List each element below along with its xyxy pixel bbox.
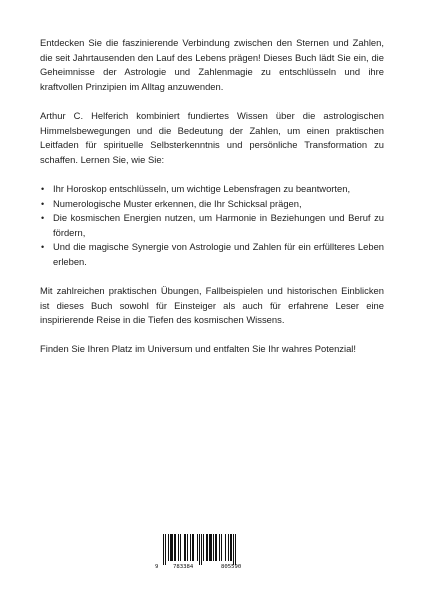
bullet-icon: • [41, 242, 45, 253]
barcode-bar [230, 534, 232, 561]
barcode-bar [178, 534, 179, 561]
barcode-bar [197, 534, 198, 561]
barcode-bar [192, 534, 194, 561]
barcode-bar [219, 534, 220, 561]
barcode-bar [190, 534, 191, 561]
barcode-bar [235, 534, 236, 565]
closing-paragraph: Mit zahlreichen praktischen Übungen, Fallbeispielen und historischen Einblicken ist dieses Buch sowohl für Einsteiger als auch für erfahrene Leser eine inspirierende Reise in die Tiefen des kosmischen Wissens. [40, 285, 384, 326]
bullet-icon: • [41, 198, 45, 209]
isbn-barcode [155, 534, 269, 572]
barcode-bar [199, 534, 200, 565]
list-item: • Ihr Horoskop entschlüsseln, um wichtige Lebensfragen zu beantworten, [40, 182, 384, 197]
barcode-bar [203, 534, 204, 561]
barcode-bar [170, 534, 173, 561]
bullet-icon: • [41, 183, 45, 194]
barcode-bar [180, 534, 181, 561]
barcode-digits-right: 805590 [221, 564, 242, 570]
barcode-bar [174, 534, 176, 561]
barcode-bar [201, 534, 202, 565]
barcode-bar [165, 534, 166, 565]
barcode-bars [155, 534, 269, 566]
barcode-bar [168, 534, 169, 561]
barcode-bar [163, 534, 164, 565]
barcode-bar [215, 534, 217, 561]
barcode-bar [184, 534, 186, 561]
benefits-list [40, 182, 384, 270]
list-item: • Und die magische Synergie von Astrologie und Zahlen für ein erfüllteres Leben erleben. [41, 241, 384, 267]
barcode-bar [225, 534, 226, 561]
intro-paragraph: Entdecken Sie die faszinierende Verbindung zwischen den Sternen und Zahlen, die seit Jahrtausenden den Lauf des Lebens prägen! Dieses Buch lädt Sie ein, die Geheimnisse der Astrologie und Zahlenmagie zu entschlüsseln und ihre kraftvollen Prinzipien im Alltag anzuwenden. [40, 37, 384, 92]
list-item: • Numerologische Muster erkennen, die Ihr Schicksal prägen, [40, 197, 384, 212]
list-item: • Die kosmischen Energien nutzen, um Harmonie in Beziehungen und Beruf zu fördern, [41, 212, 384, 238]
barcode-bar [221, 534, 222, 561]
barcode-bar [209, 534, 212, 561]
barcode-bar [187, 534, 188, 561]
author-paragraph: Arthur C. Helferich kombiniert fundiertes Wissen über die astrologischen Himmelsbewegungen und die Bedeutung der Zahlen, um einen praktischen Leitfaden für spirituelle Selbsterkenntnis und persönliche Transformation zu schaffen. Lernen Sie, wie Sie: [40, 109, 384, 165]
call-to-action: Finden Sie Ihren Platz im Universum und entfalten Sie Ihr wahres Potenzial! [40, 343, 357, 355]
barcode-digits-left: 783384 [173, 564, 194, 570]
barcode-bar [206, 534, 208, 561]
barcode-bar [213, 534, 214, 561]
barcode-bar [228, 534, 229, 561]
bullet-icon: • [41, 213, 45, 224]
back-cover-text [40, 36, 384, 357]
barcode-bar [233, 534, 234, 565]
barcode-digit-first: 9 [155, 564, 159, 570]
